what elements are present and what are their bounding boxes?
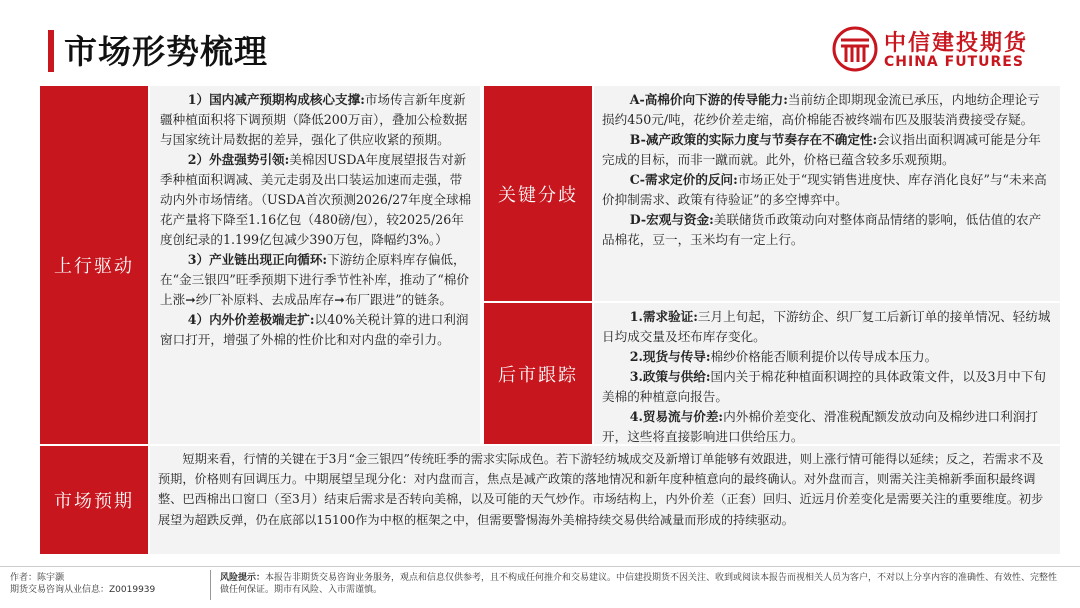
section-label-tracking: 后市跟踪 <box>484 303 592 444</box>
footer-author-info <box>10 572 155 596</box>
company-logo <box>832 24 1042 80</box>
footer-vertical-divider <box>210 570 211 600</box>
tracking-item-4: 4.贸易流与价差:内外棉价差变化、滑准税配额发放动向及棉纱进口利润打开，这些将直接影响进口供给压力。 <box>602 409 1038 444</box>
up-item-3: 3）产业链出现正向循环:下游纺企原料库存偏低，在“金三银四”旺季预期下进行季节性补库，推动了“棉价上涨➞纱厂补原料、去成品库存➞布厂跟进”的链条。 <box>160 252 469 307</box>
section-label-divergence: 关键分歧 <box>484 86 592 301</box>
footer-divider-line <box>0 566 1080 567</box>
tracking-item-3: 3.政策与供给:国内关于棉花种植面积调控的具体政策文件，以及3月中下旬美棉的种植意向报告。 <box>602 369 1046 404</box>
footer-risk-notice <box>220 572 1060 596</box>
page-title: 市场形势梳理 <box>64 32 268 71</box>
tracking-item-2: 2.现货与传导:棉纱价格能否顺利提价以传导成本压力。 <box>629 349 938 364</box>
title-accent-bar <box>48 30 54 72</box>
section-label-expectation: 市场预期 <box>40 446 148 554</box>
footer-risk-head: 风险提示： <box>220 573 266 583</box>
divergence-item-a: A-高棉价向下游的传导能力:当前纺企即期现金流已承压，内地纺企理论亏损约450元/吨，花纱价差走缩，高价棉能否被终端布匹及服装消费接受存疑。 <box>602 92 1040 127</box>
section-box-expectation: 短期来看，行情的关键在于3月“金三银四”传统旺季的需求实际成色。若下游轻纺城成交及新增订单能够有效跟进，则上涨行情可能得以延续；反之，若需求不及预期，价格则有回调压力。中期展望呈现分化：对内盘而言，焦点是减产政策的落地情况和新年度种植意向的最终确认。对外盘而言，则需关注美棉新季面积最终调整、巴西棉出口窗口（至3月）结束后需求是否转向美棉，以及可能的天气炒作。市场结构上，内外价差（正套）回归、近远月价差变化是需要关注的重要维度。初步展望为超跌反弹，仍在底部以15100作为中枢的框架之中，但需要警惕海外美棉持续交易供给减量而形成的持续驱动。 <box>150 446 1060 554</box>
divergence-item-d: D-宏观与资金:美联储货币政策动向对整体商品情绪的影响，低估值的农产品棉花，豆一，玉米均有一定上行。 <box>602 212 1042 247</box>
section-label-up-drivers: 上行驱动 <box>40 86 148 444</box>
logo-chinese-name: 中信建投期货 <box>884 31 1029 56</box>
footer-license: 期货交易咨询从业信息：Z0019939 <box>10 585 156 595</box>
divergence-item-c: C-需求定价的反问:市场正处于“现实销售进度快、库存消化良好”与“未来高价抑制需求、政策有待验证”的多空博弈中。 <box>602 172 1047 207</box>
up-item-2: 2）外盘强势引领:美棉因USDA年度展望报告对新季种植面积调减、美元走弱及出口装运加速而走强，带动内外市场情绪。（USDA首次预测2026/27年度全球棉花产量将下降至1.16亿包（480磅/包），较2025/26年度创纪录的1.199亿包减少390万包，降幅约3%。） <box>160 152 472 247</box>
footer-risk-text: 本报告非期货交易咨询业务服务，观点和信息仅供参考，且不构成任何推介和交易建议。中信建投期货不因关注、收到或阅读本报告而视相关人员为客户，不对以上分享内容的准确性、有效性、完整性做任何保证。期市有风险、入市需谨慎。 <box>220 573 1058 595</box>
up-item-1: 1）国内减产预期构成核心支撑:市场传言新年度新疆种植面积将下调预期（降低200万亩），叠加公检数据与国家统计局数据的差异，强化了供应收紧的预期。 <box>160 92 468 147</box>
logo-english-name: CHINA FUTURES <box>884 54 1024 70</box>
footer-author: 作者：陈宇灏 <box>10 573 65 583</box>
section-box-divergence <box>594 86 1060 301</box>
section-box-up-drivers <box>150 86 480 444</box>
section-box-tracking <box>594 303 1060 444</box>
divergence-item-b: B-减产政策的实际力度与节奏存在不确定性:会议指出面积调减可能是分年完成的目标，而非一蹴而就。此外，价格已蕴含较多乐观预期。 <box>602 132 1041 167</box>
citic-logo-icon <box>832 26 878 72</box>
tracking-item-1: 1.需求验证:三月上旬起，下游纺企、织厂复工后新订单的接单情况、轻纺城日均成交量及坯布库存变化。 <box>602 309 1051 344</box>
up-item-4: 4）内外价差极端走扩:以40%关税计算的进口利润窗口打开，增强了外棉的性价比和对内盘的牵引力。 <box>160 312 469 347</box>
